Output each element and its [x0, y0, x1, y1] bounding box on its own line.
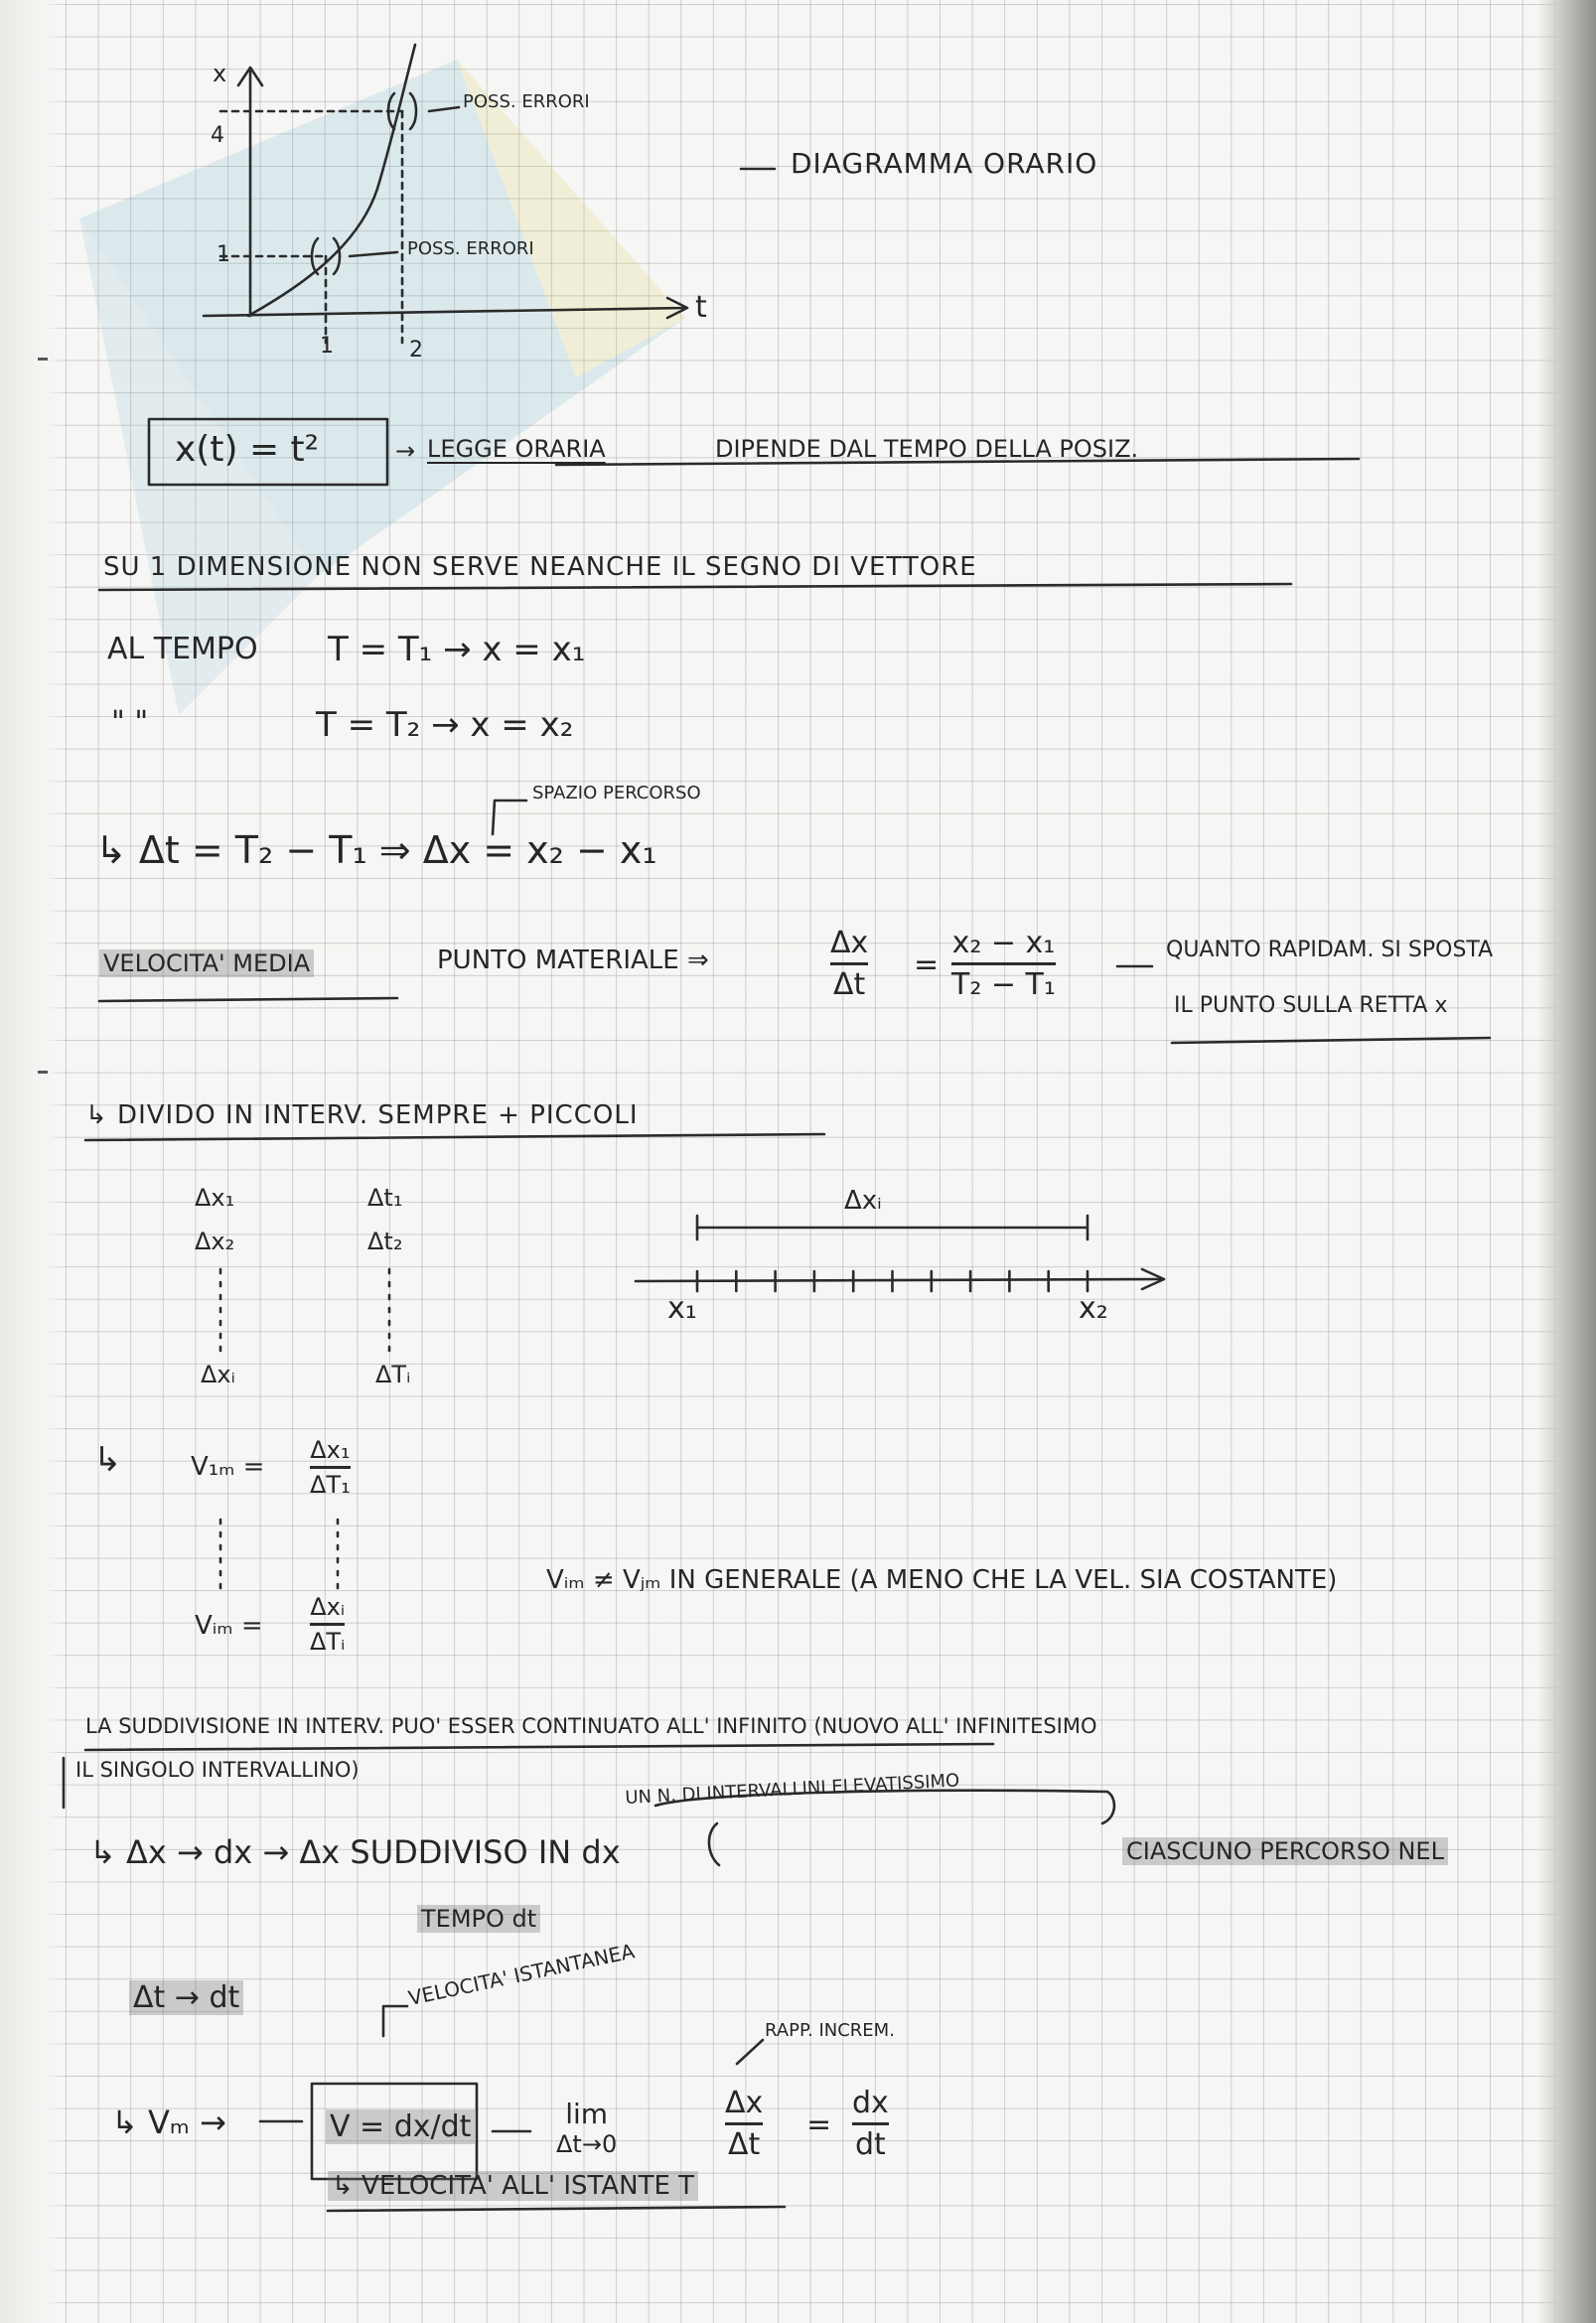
vim-label: Vᵢₘ =: [195, 1611, 263, 1641]
law-label: LEGGE ORARIA: [427, 435, 606, 463]
law-arrow: →: [395, 437, 416, 465]
graph-x-axis: [204, 308, 685, 316]
infinite-line: IL SINGOLO INTERVALLINO): [75, 1758, 360, 1782]
diagram-label: DIAGRAMMA ORARIO: [791, 147, 1098, 180]
fraction-denominator: Δt: [727, 2127, 761, 2162]
graph-tick-label: 1: [320, 334, 334, 359]
graph-tick-label: 1: [217, 242, 230, 267]
fraction-denominator: ΔT₁: [310, 1471, 351, 1499]
fraction-numerator: dx: [852, 2086, 889, 2120]
axis-line: [636, 1279, 1162, 1281]
fraction-x-t: [951, 926, 1056, 1002]
velocity-mean-text: PUNTO MATERIALE ⇒: [437, 945, 709, 975]
one-dim-lead: AL TEMPO: [107, 632, 258, 666]
vim-label: V₁ₘ =: [191, 1452, 265, 1482]
fraction-bar: [725, 2122, 763, 2125]
fraction-bar: [310, 1623, 345, 1626]
one-dim-heading: SU 1 DIMENSIONE NON SERVE NEANCHE IL SEGNO DI VETTORE: [103, 552, 977, 582]
fraction-bar: [830, 962, 868, 965]
infinite-note: UN N. DI INTERVALLINI ELEVATISSIMO: [624, 1770, 960, 1809]
vim-lead: ↳: [93, 1440, 122, 1480]
parabola-curve: [248, 45, 415, 316]
pointer-arrow: [350, 252, 397, 256]
graph-tick-label: 2: [409, 338, 423, 363]
instant-bottom: ↳ VELOCITA' ALL' ISTANTE T: [328, 2171, 698, 2201]
one-dim-equation: T = T₂ → x = x₂: [316, 705, 574, 745]
fraction-derivative: [852, 2086, 889, 2162]
rapp-label: RAPP. INCREM.: [765, 2020, 895, 2041]
fraction-numerator: Δx: [830, 926, 869, 960]
underline: [85, 1134, 824, 1140]
underline: [328, 2207, 785, 2211]
pointer-arrow: [737, 2040, 763, 2064]
fraction-denominator: ΔTᵢ: [310, 1628, 346, 1656]
one-dim-equation: T = T₁ → x = x₁: [328, 630, 586, 669]
divide-heading: ↳ DIVIDO IN INTERV. SEMPRE + PICCOLI: [85, 1100, 639, 1130]
instant-lead: ↳ Vₘ →: [111, 2104, 226, 2141]
pointer-arrow: [383, 2006, 407, 2036]
underline: [1172, 1038, 1490, 1043]
velocity-mean-explain: QUANTO RAPIDAM. SI SPOSTA: [1166, 938, 1494, 962]
fraction-numerator: Δx: [725, 2086, 764, 2120]
delta-x-item: Δxᵢ: [201, 1361, 235, 1388]
velocity-mean-explain: IL PUNTO SULLA RETTA x: [1174, 993, 1448, 1018]
delta-t-item: Δt₂: [367, 1228, 403, 1255]
graph-tick-label: 4: [211, 123, 224, 148]
fraction-bar: [951, 962, 1056, 965]
law-formula: x(t) = t²: [175, 429, 320, 470]
graph-note: POSS. ERRORI: [407, 238, 534, 259]
fraction-numerator: x₂ − x₁: [951, 926, 1056, 960]
fraction-dx-dt: [830, 926, 868, 1002]
number-line: [636, 1216, 1164, 1291]
delta-x-item: Δx₁: [195, 1184, 235, 1212]
position-time-graph: [204, 45, 775, 343]
fraction-increment: [725, 2086, 763, 2162]
dx-tail: TEMPO dt: [417, 1905, 540, 1933]
pointer-arrow: [429, 107, 459, 111]
delta-x-item: Δx₂: [195, 1228, 235, 1255]
number-line-start: x₁: [667, 1291, 697, 1326]
underline: [99, 584, 1291, 590]
fraction-bar: [852, 2122, 889, 2125]
underline: [99, 998, 397, 1001]
number-line-span-label: Δxᵢ: [844, 1186, 882, 1216]
delta-t-item: ΔTᵢ: [375, 1361, 411, 1388]
instant-label: VELOCITA' ISTANTANEA: [406, 1939, 638, 2010]
graph-note: POSS. ERRORI: [463, 91, 590, 112]
vim-statement: Vᵢₘ ≠ Vⱼₘ IN GENERALE (A MENO CHE LA VEL. SIA COSTANTE): [546, 1565, 1338, 1595]
ditto-mark: " ": [111, 705, 149, 740]
limit-label: lim: [565, 2098, 609, 2130]
dx-line: ↳ Δx → dx → Δx SUDDIVISO IN dx: [89, 1833, 621, 1871]
graph-y-label: x: [213, 60, 227, 87]
limit-subscript: Δt→0: [556, 2130, 618, 2158]
paren: [709, 1823, 719, 1865]
dx-tail: CIASCUNO PERCORSO NEL: [1122, 1837, 1448, 1865]
spazio-label: SPAZIO PERCORSO: [532, 783, 701, 803]
law-description: DIPENDE DAL TEMPO DELLA POSIZ.: [715, 435, 1139, 463]
fraction-vim-1: [310, 1436, 351, 1499]
fraction-vim-i: [310, 1593, 345, 1656]
dt-line: Δt → dt: [129, 1980, 243, 2015]
fraction-denominator: Δt: [832, 967, 866, 1002]
fraction-bar: [310, 1466, 351, 1469]
infinite-line: LA SUDDIVISIONE IN INTERV. PUO' ESSER CONTINUATO ALL' INFINITO (NUOVO ALL' INFINITESIMO: [85, 1714, 1097, 1738]
velocity-mean-label: VELOCITA' MEDIA: [99, 949, 314, 977]
number-line-end: x₂: [1079, 1291, 1108, 1326]
fraction-denominator: dt: [854, 2127, 886, 2162]
equals-sign: =: [914, 947, 940, 982]
fraction-numerator: Δx₁: [310, 1436, 351, 1464]
graph-x-label: t: [695, 290, 707, 325]
fraction-denominator: T₂ − T₁: [951, 967, 1056, 1002]
fraction-numerator: Δxᵢ: [310, 1593, 346, 1621]
equals-sign: =: [806, 2107, 832, 2142]
limit-expression: [556, 2098, 617, 2158]
instant-boxed: V = dx/dt: [326, 2109, 475, 2144]
delta-t-item: Δt₁: [367, 1184, 403, 1212]
delta-equation: ↳ Δt = T₂ − T₁ ⇒ Δx = x₂ − x₁: [95, 828, 657, 872]
underline: [85, 1744, 993, 1750]
